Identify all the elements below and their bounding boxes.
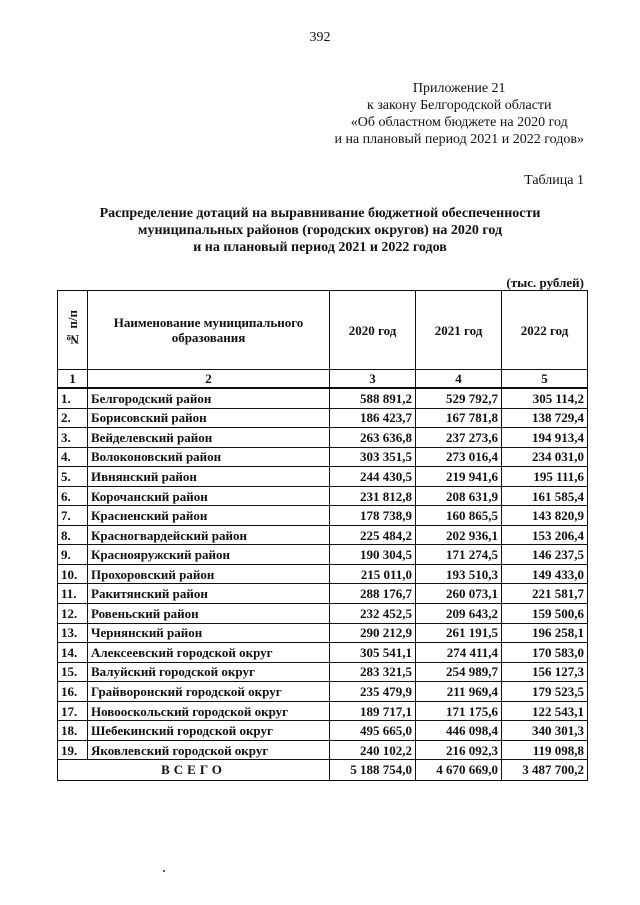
column-numbers-row [58, 370, 588, 389]
value-2022: 305 114,2 [502, 388, 588, 408]
row-number: 6. [58, 486, 88, 506]
row-number: 10. [58, 564, 88, 584]
value-2020: 225 484,2 [330, 525, 416, 545]
value-2022: 195 111,6 [502, 467, 588, 487]
appendix-line: и на плановый период 2021 и 2022 годов» [334, 132, 584, 147]
row-number: 5. [58, 467, 88, 487]
row-number: 4. [58, 447, 88, 467]
row-number: 13. [58, 623, 88, 643]
row-number: 1. [58, 388, 88, 408]
table-row [58, 604, 588, 624]
appendix-header [334, 80, 584, 148]
value-2022: 179 523,5 [502, 682, 588, 702]
value-2021: 202 936,1 [416, 525, 502, 545]
table-row [58, 388, 588, 408]
value-2022: 170 583,0 [502, 643, 588, 663]
row-number: 18. [58, 721, 88, 741]
municipality-name: Красненский район [88, 506, 330, 526]
value-2021: 193 510,3 [416, 564, 502, 584]
column-number: 4 [416, 370, 502, 389]
row-number: 8. [58, 525, 88, 545]
header-2021: 2021 год [416, 291, 502, 370]
row-number: 15. [58, 662, 88, 682]
value-2020: 288 176,7 [330, 584, 416, 604]
value-2021: 171 274,5 [416, 545, 502, 565]
table-row [58, 428, 588, 448]
municipality-name: Ровеньский район [88, 604, 330, 624]
municipality-name: Ивнянский район [88, 467, 330, 487]
value-2020: 235 479,9 [330, 682, 416, 702]
row-number: 9. [58, 545, 88, 565]
table-row [58, 564, 588, 584]
municipality-name: Чернянский район [88, 623, 330, 643]
value-2020: 240 102,2 [330, 740, 416, 760]
value-2020: 190 304,5 [330, 545, 416, 565]
value-2020: 263 636,8 [330, 428, 416, 448]
value-2020: 232 452,5 [330, 604, 416, 624]
appendix-line: к закону Белгородской области [366, 98, 552, 113]
document-title [60, 205, 580, 256]
municipality-name: Вейделевский район [88, 428, 330, 448]
table-row [58, 584, 588, 604]
table-row [58, 467, 588, 487]
value-2022: 159 500,6 [502, 604, 588, 624]
table-row [58, 740, 588, 760]
column-number: 3 [330, 370, 416, 389]
value-2022: 138 729,4 [502, 408, 588, 428]
value-2020: 495 665,0 [330, 721, 416, 741]
value-2022: 221 581,7 [502, 584, 588, 604]
row-number: 3. [58, 428, 88, 448]
value-2020: 305 541,1 [330, 643, 416, 663]
value-2022: 149 433,0 [502, 564, 588, 584]
table-label: Таблица 1 [524, 173, 584, 188]
value-2021: 261 191,5 [416, 623, 502, 643]
row-number: 2. [58, 408, 88, 428]
value-2020: 215 011,0 [330, 564, 416, 584]
value-2022: 122 543,1 [502, 701, 588, 721]
municipality-name: Белгородский район [88, 388, 330, 408]
table-body [58, 388, 588, 760]
table-row [58, 408, 588, 428]
value-2020: 303 351,5 [330, 447, 416, 467]
row-number: 14. [58, 643, 88, 663]
total-row [58, 760, 588, 781]
municipality-name: Валуйский городской округ [88, 662, 330, 682]
title-line: и на плановый период 2021 и 2022 годов [193, 240, 447, 255]
value-2022: 161 585,4 [502, 486, 588, 506]
appendix-line: «Об областном бюджете на 2020 год [350, 115, 568, 130]
table-row [58, 701, 588, 721]
municipality-name: Яковлевский городской округ [88, 740, 330, 760]
header-2020: 2020 год [330, 291, 416, 370]
page-number: 392 [309, 30, 331, 45]
header-name: Наименование муниципального образования [88, 291, 330, 370]
municipality-name: Алексеевский городской округ [88, 643, 330, 663]
value-2021: 446 098,4 [416, 721, 502, 741]
municipality-name: Грайворонский городской округ [88, 682, 330, 702]
scan-speck [163, 870, 165, 872]
table-row [58, 662, 588, 682]
row-number: 12. [58, 604, 88, 624]
value-2022: 119 098,8 [502, 740, 588, 760]
table-row [58, 506, 588, 526]
table-row [58, 486, 588, 506]
column-number: 2 [88, 370, 330, 389]
municipality-name: Волоконовский район [88, 447, 330, 467]
units-label: (тыс. рублей) [506, 275, 584, 290]
value-2020: 189 717,1 [330, 701, 416, 721]
table-row [58, 525, 588, 545]
value-2021: 274 411,4 [416, 643, 502, 663]
value-2021: 529 792,7 [416, 388, 502, 408]
column-number: 5 [502, 370, 588, 389]
municipality-name: Корочанский район [88, 486, 330, 506]
header-2022: 2022 год [502, 291, 588, 370]
row-number: 7. [58, 506, 88, 526]
value-2022: 143 820,9 [502, 506, 588, 526]
value-2022: 146 237,5 [502, 545, 588, 565]
value-2020: 283 321,5 [330, 662, 416, 682]
value-2020: 178 738,9 [330, 506, 416, 526]
municipality-name: Ракитянский район [88, 584, 330, 604]
value-2021: 211 969,4 [416, 682, 502, 702]
value-2021: 208 631,9 [416, 486, 502, 506]
value-2020: 231 812,8 [330, 486, 416, 506]
value-2021: 219 941,6 [416, 467, 502, 487]
municipality-name: Борисовский район [88, 408, 330, 428]
municipality-name: Красногвардейский район [88, 525, 330, 545]
value-2021: 171 175,6 [416, 701, 502, 721]
value-2021: 209 643,2 [416, 604, 502, 624]
value-2022: 153 206,4 [502, 525, 588, 545]
total-2020: 5 188 754,0 [330, 760, 416, 781]
value-2022: 156 127,3 [502, 662, 588, 682]
table-row [58, 623, 588, 643]
value-2021: 160 865,5 [416, 506, 502, 526]
value-2021: 260 073,1 [416, 584, 502, 604]
table-row [58, 682, 588, 702]
header-row [58, 291, 588, 370]
title-line: муниципальных районов (городских округов) на 2020 год [137, 223, 503, 238]
column-number: 1 [58, 370, 88, 389]
row-number: 17. [58, 701, 88, 721]
header-num-text: № п/п [65, 310, 80, 347]
total-2021: 4 670 669,0 [416, 760, 502, 781]
row-number: 19. [58, 740, 88, 760]
row-number: 11. [58, 584, 88, 604]
municipality-name: Краснояружский район [88, 545, 330, 565]
value-2021: 254 989,7 [416, 662, 502, 682]
value-2021: 216 092,3 [416, 740, 502, 760]
table-row [58, 545, 588, 565]
value-2022: 234 031,0 [502, 447, 588, 467]
value-2022: 194 913,4 [502, 428, 588, 448]
value-2020: 588 891,2 [330, 388, 416, 408]
value-2020: 244 430,5 [330, 467, 416, 487]
table-row [58, 721, 588, 741]
row-number: 16. [58, 682, 88, 702]
total-2022: 3 487 700,2 [502, 760, 588, 781]
municipality-name: Прохоровский район [88, 564, 330, 584]
value-2021: 273 016,4 [416, 447, 502, 467]
header-num [58, 291, 88, 370]
value-2020: 186 423,7 [330, 408, 416, 428]
value-2021: 237 273,6 [416, 428, 502, 448]
municipality-name: Новооскольский городской округ [88, 701, 330, 721]
total-label: ВСЕГО [58, 760, 330, 781]
value-2020: 290 212,9 [330, 623, 416, 643]
value-2022: 196 258,1 [502, 623, 588, 643]
value-2021: 167 781,8 [416, 408, 502, 428]
appendix-line: Приложение 21 [412, 81, 506, 96]
municipality-name: Шебекинский городской округ [88, 721, 330, 741]
table-row [58, 447, 588, 467]
value-2022: 340 301,3 [502, 721, 588, 741]
subsidy-table [57, 290, 588, 781]
title-line: Распределение дотаций на выравнивание бюджетной обеспеченности [99, 206, 541, 221]
table-row [58, 643, 588, 663]
